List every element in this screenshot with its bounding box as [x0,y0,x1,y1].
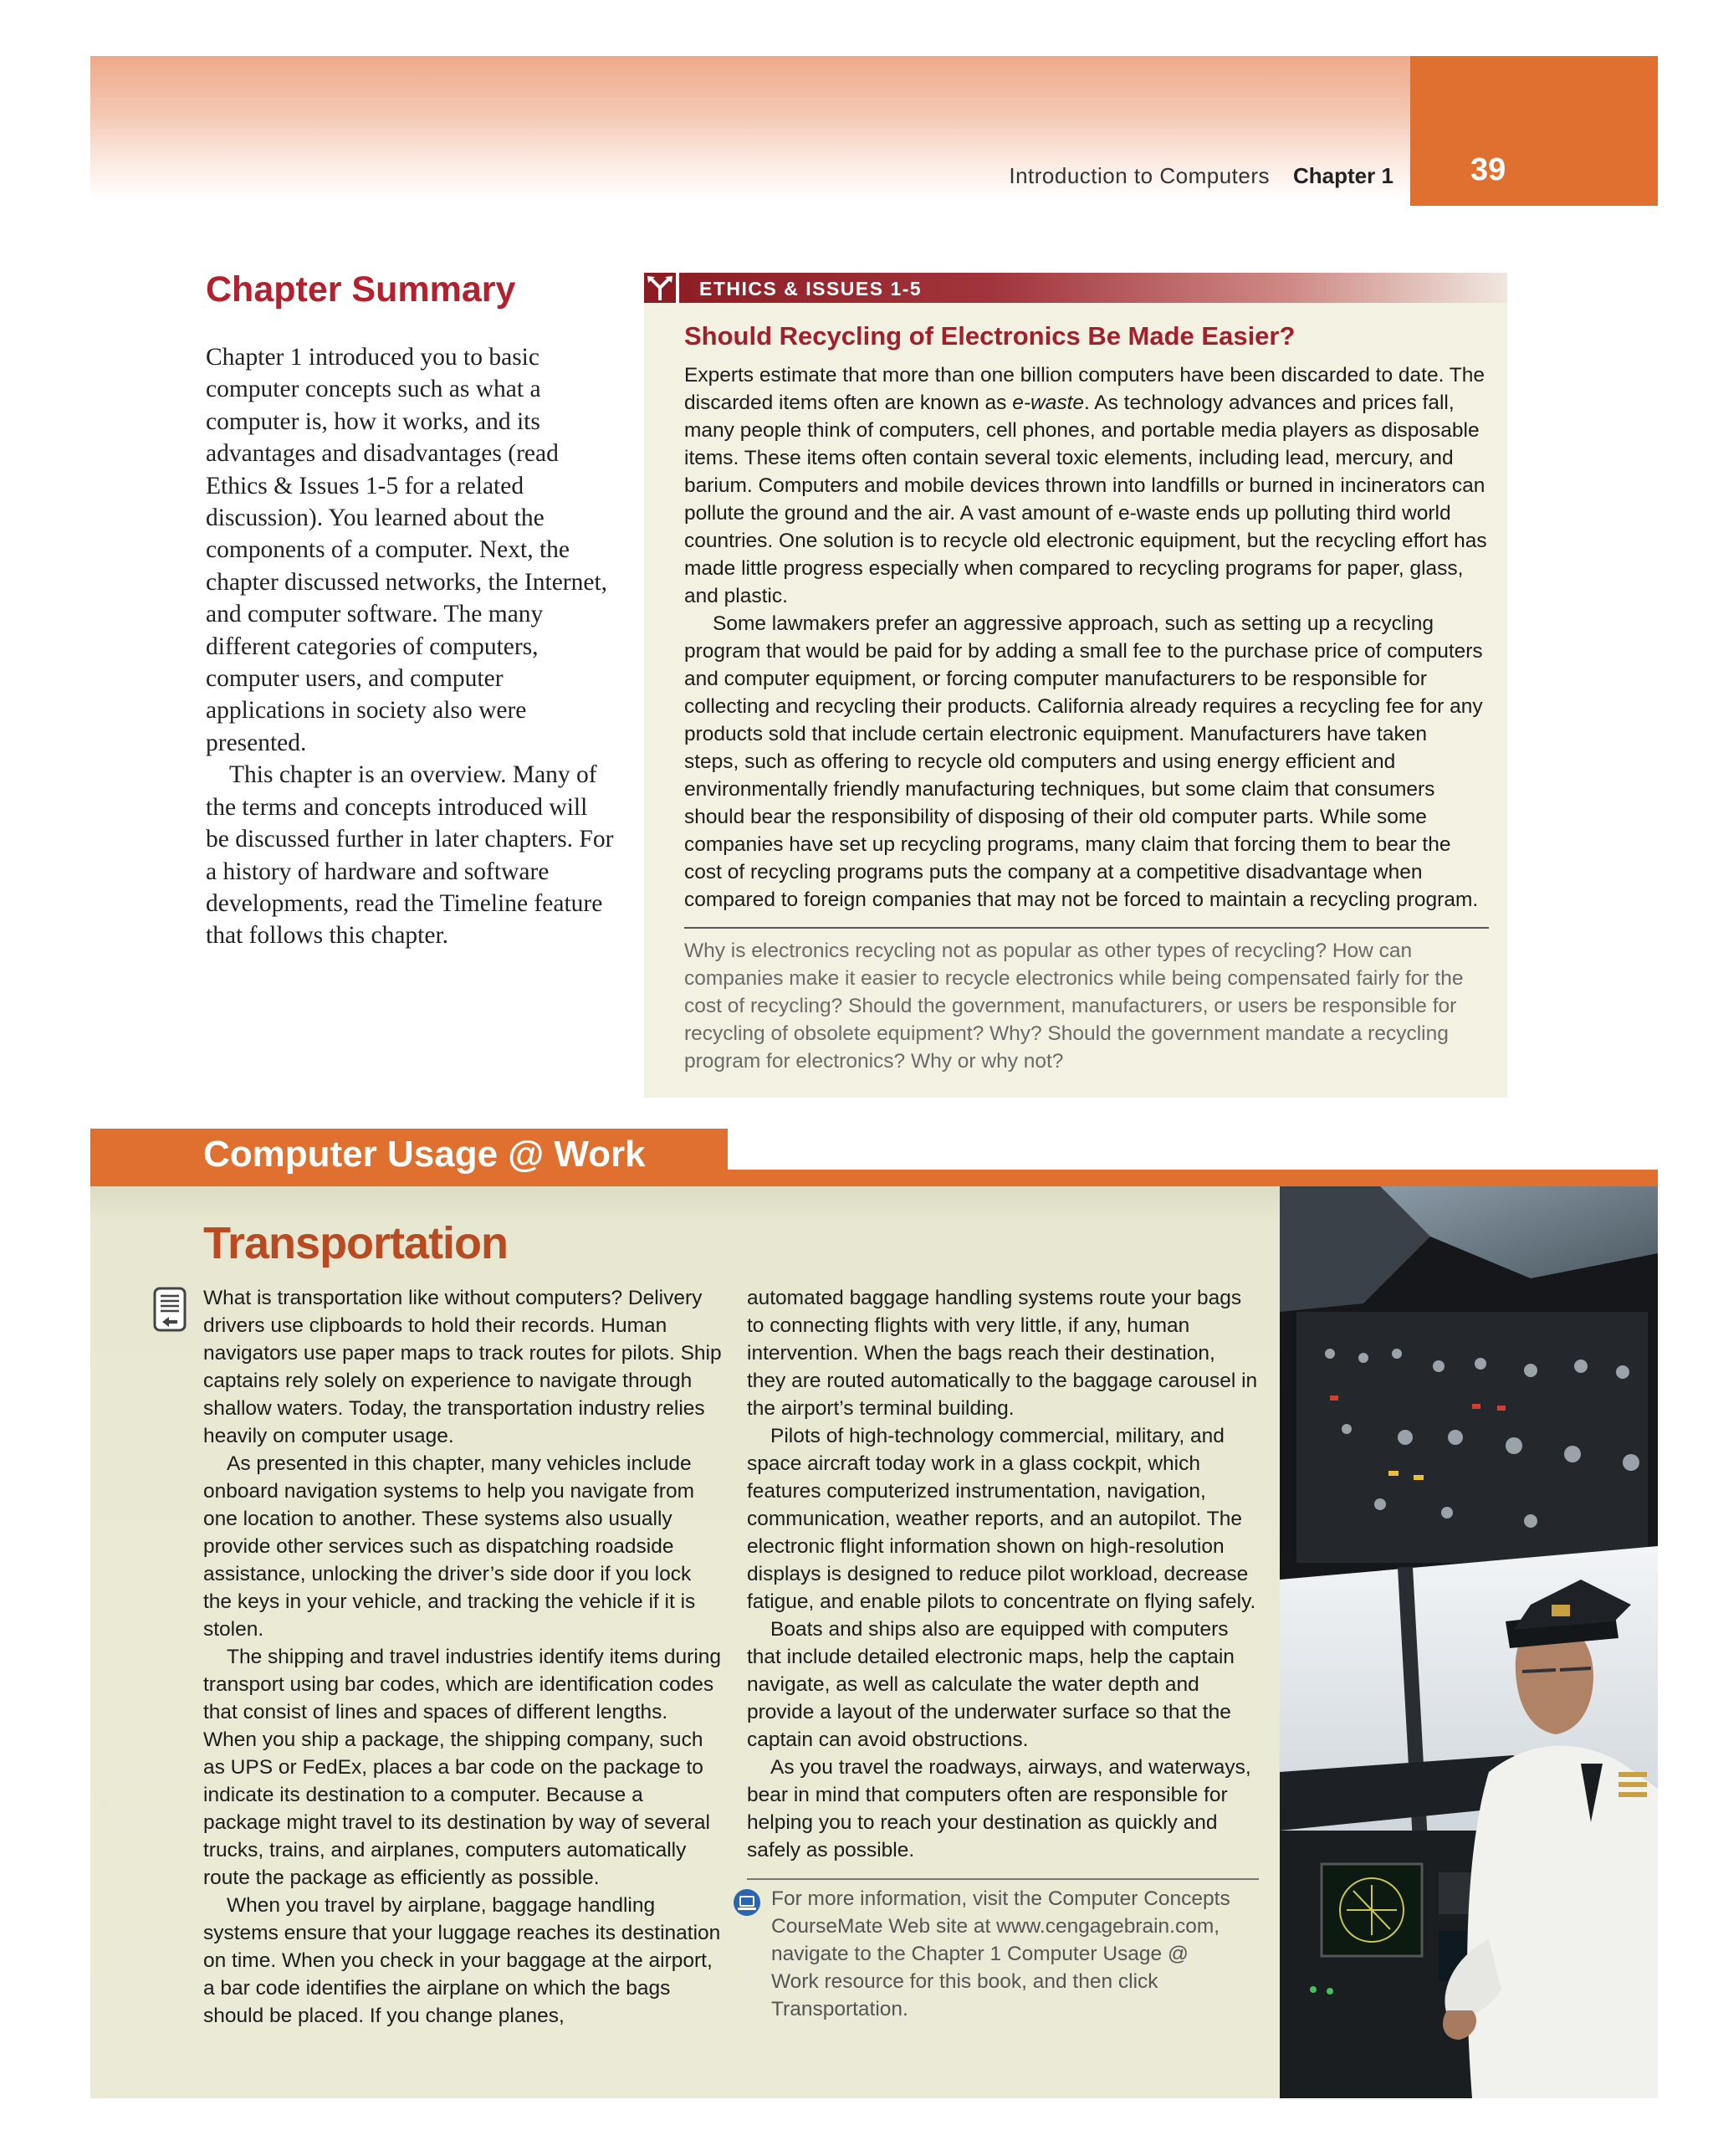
page-number-tab [1410,56,1658,206]
running-head-topic: Introduction to Computers [1009,163,1270,188]
page-number: 39 [1470,152,1506,187]
more-info-text: For more information, visit the Computer Concepts CourseMate Web site at www.cengagebrain.com, navigate to the Chapter 1 Computer Usage @ Work resource for this book, and then click Transportation. [771,1887,1230,2020]
ethics-title: Should Recycling of Electronics Be Made Easier? [684,321,1296,351]
usage-paragraph: What is transportation like without computers? Delivery drivers use clipboards to hold their records. Human navigators use paper maps to track routes for pilots. Ship captains rely solely on experience to navigate through shallow waters. Today, the transportation industry relies heavily on computer usage. [203,1287,722,1447]
summary-paragraph: This chapter is an overview. Many of the terms and concepts introduced will be discussed further in later chapters. For a history of hardware and software developments, read the Timeline feature that follows this chapter. [206,761,614,950]
ethics-text: . As technology advances and prices fall, many people think of computers, cell phones, and portable media players as disposable items. These items often contain several toxic elements, including lead, mercury, and barium. Computers and mobile devices thrown into landfills or burned in incinerators can pollute the ground and the air. A vast amount of e-waste ends up polluting third world countries. One solution is to recycle old electronic equipment, but the recycling effort has made little progress especially when compared to recycling programs for paper, glass, and plastic. [684,392,1487,607]
usage-paragraph: When you travel by airplane, baggage handling systems ensure that your luggage reaches its destination on time. When you check in your baggage at the airport, a bar code identifies the airplane on which the bags should be placed. If you change planes, [203,1894,721,2027]
chapter-summary-body [206,341,616,952]
summary-paragraph: Chapter 1 introduced you to basic computer concepts such as what a computer is, how it works, and its advantages and disadvantages (read Ethics & Issues 1-5 for a related discussion). You learned about the components of a computer. Next, the chapter discussed networks, the Internet, and computer software. The many different categories of computers, computer users, and computer applications in society also were presented. [206,344,608,756]
running-head-chapter: Chapter 1 [1293,163,1393,188]
fork-arrows-icon [644,273,679,303]
ethics-paragraph [684,361,1487,610]
web-link-icon[interactable] [731,1887,763,1918]
ethics-body [684,361,1487,914]
ethics-term: e-waste [1012,392,1085,414]
usage-left-column [203,1284,724,2030]
more-info-divider [747,1878,1259,1880]
usage-title: Transportation [203,1218,509,1268]
usage-paragraph: The shipping and travel industries identify items during transport using bar codes, which are identification codes that consist of lines and spaces of different lengths. When you ship a package, the shipping company, such as UPS or FedEx, places a bar code on the package to indicate its destination to a computer. Because a package might travel to its destination by way of several trucks, trains, and airplanes, computers automatically route the package as efficiently as possible. [203,1646,722,1889]
usage-section-label: Computer Usage @ Work [203,1134,646,1175]
usage-paragraph: As presented in this chapter, many vehicles include onboard navigation systems to help you navigate from one location to another. These systems also usually provide other services such as dispatching roadside assistance, unlocking the driver’s side door if you lock the keys in your vehicle, and tracking the vehicle if it is stolen. [203,1452,696,1641]
ethics-label: ETHICS & ISSUES 1-5 [699,278,923,300]
ethics-discussion-questions: Why is electronics recycling not as popular as other types of recycling? How can companies make it easier to recycle electronics while being compensated fairly for the cost of recycling? Should the government, manufacturers, or users be responsible for recycling of obsolete equipment? Why? Should the government mandate a recycling program for electronics? Why or why not? [684,940,1464,1073]
ethics-divider [684,927,1489,929]
chapter-summary-title: Chapter Summary [206,269,516,310]
ethics-paragraph: Some lawmakers prefer an aggressive approach, such as setting up a recycling program that would be paid for by adding a small fee to the purchase price of computers and computer equipment, or forcing computer manufacturers to be responsible for collecting and recycling their products. California already requires a recycling fee for any products sold that include certain electronic equipment. Manufacturers have taken steps, such as offering to recycle old computers and using energy efficient and environmentally friendly manufacturing techniques, but some claim that consumers should bear the responsibility of disposing of their old computer parts. While some companies have set up recycling programs, many claim that forcing them to bear the cost of recycling programs puts the company at a competitive disadvantage when compared to foreign companies that may not be forced to maintain a recycling program. [684,612,1483,911]
cockpit-pilot-photo [1280,1186,1658,2098]
ethics-issues-box [644,273,1507,1098]
usage-right-column [747,1284,1259,1864]
ethics-text: Experts estimate that more than one billion computers have been discarded to date. The discarded items often are known as [684,364,1485,414]
book-icon [152,1287,187,1334]
usage-paragraph: As you travel the roadways, airways, and waterways, bear in mind that computers often are responsible for helping you to reach your destination as quickly and safely as possible. [747,1756,1251,1862]
usage-paragraph: Boats and ships also are equipped with computers that include detailed electronic maps, help the captain navigate, as well as calculate the water depth and provide a layout of the underwater surface so that the captain can avoid obstructions. [747,1618,1235,1751]
usage-paragraph: Pilots of high-technology commercial, military, and space aircraft today work in a glass cockpit, which features computerized instrumentation, navigation, communication, weather reports, and an autopilot. The electronic flight information shown on high-resolution displays is designed to reduce pilot workload, decrease fatigue, and enable pilots to concentrate on flying safely. [747,1425,1256,1613]
usage-paragraph: automated baggage handling systems route your bags to connecting flights with very little, if any, human intervention. When the bags reach their destination, they are routed automatically to the baggage carousel in the airport’s terminal building. [747,1287,1258,1420]
